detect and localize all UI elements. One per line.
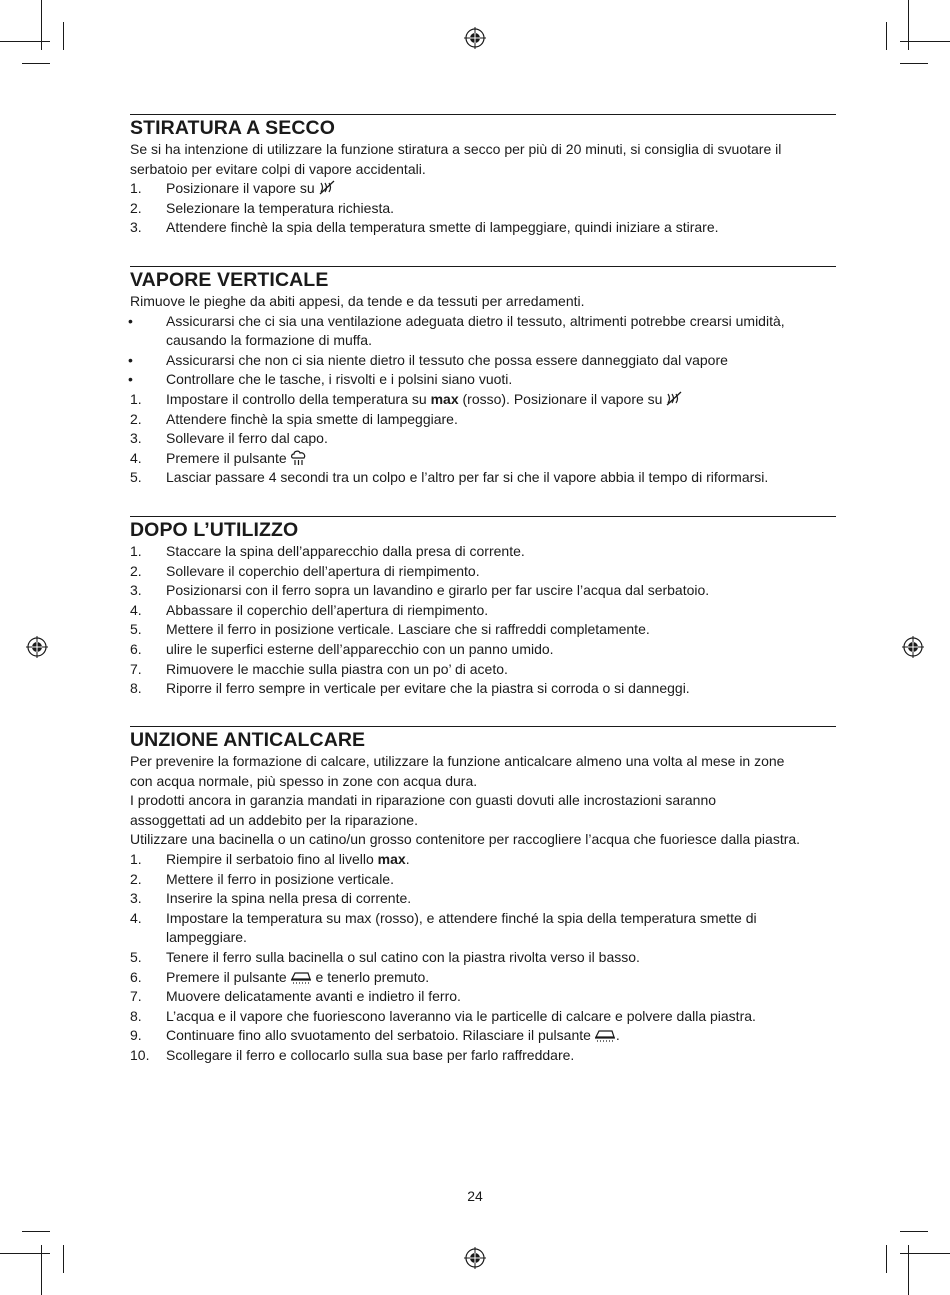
self-clean-icon (594, 1028, 616, 1043)
paragraph: Se si ha intenzione di utilizzare la funzione stiratura a secco per più di 20 minuti, si consiglia di svuotare il (130, 141, 782, 157)
list-item: 1. Riempire il serbatoio fino al livello max. (130, 850, 410, 867)
crop-mark (22, 1231, 50, 1232)
bullet-item: • Controllare che le tasche, i risvolti e i polsini siano vuoti. (128, 371, 513, 388)
paragraph: Utilizzare una bacinella o un catino/un grosso contenitore per raccogliere l’acqua che fuoriesce dalla piastra. (130, 831, 801, 848)
crop-mark (63, 22, 64, 50)
list-item: 3. Sollevare il ferro dal capo. (130, 430, 328, 447)
registration-mark-icon (902, 636, 924, 658)
list-item: 3. Inserire la spina nella presa di corrente. (130, 890, 412, 907)
list-item: 4. Abbassare il coperchio dell’apertura di riempimento. (130, 601, 489, 618)
crop-mark (0, 41, 50, 42)
list-item: 4. Premere il pulsante (130, 449, 836, 469)
list-item: 7. Muovere delicatamente avanti e indietro il ferro. (130, 988, 461, 1005)
section-title: DOPO L’UTILIZZO (130, 519, 299, 541)
list-item: 8. L’acqua e il vapore che fuoriescono laveranno via le particelle di calcare e polvere dalla piastra. (130, 1007, 756, 1024)
list-item: 1. Impostare il controllo della temperatura su max (rosso). Posizionare il vapore su (130, 390, 836, 410)
list-item: 6. Premere il pulsante e tenerlo premuto. (130, 968, 430, 985)
bullet-item: • Assicurarsi che non ci sia niente dietro il tessuto che possa essere danneggiato dal vapore (128, 351, 728, 368)
paragraph: con acqua normale, più spesso in zone con acqua dura. (130, 772, 478, 789)
section-descaling (130, 726, 836, 1066)
paragraph: Per prevenire la formazione di calcare, utilizzare la funzione anticalcare almeno una volta al mese in zone (130, 753, 785, 769)
section-title: UNZIONE ANTICALCARE (130, 729, 366, 751)
no-steam-icon (665, 390, 683, 407)
list-item: 8. Riporre il ferro sempre in verticale per evitare che la piastra si corroda o si danneggi. (130, 680, 690, 697)
list-item: 2. Selezionare la temperatura richiesta. (130, 199, 395, 216)
paragraph: assoggettati ad un addebito per la riparazione. (130, 811, 418, 828)
list-item: 5. Mettere il ferro in posizione verticale. Lasciare che si raffreddi completamente. (130, 621, 650, 638)
section-dry-ironing (130, 114, 836, 238)
paragraph: I prodotti ancora in garanzia mandati in riparazione con guasti dovuti alle incrostazioni saranno (130, 792, 717, 809)
crop-mark (908, 0, 909, 50)
list-item: 6. ulire le superfici esterne dell’apparecchio con un panno umido. (130, 640, 554, 657)
steam-burst-icon (290, 449, 307, 466)
crop-mark (900, 41, 950, 42)
crop-mark (886, 22, 887, 50)
section-title: VAPORE VERTICALE (130, 269, 329, 291)
list-item: 5. Lasciar passare 4 secondi tra un colpo e l’altro per far si che il vapore abbia il tempo di riformarsi. (130, 469, 769, 486)
crop-mark (0, 1253, 50, 1254)
list-item: 2. Mettere il ferro in posizione verticale. (130, 870, 394, 887)
list-item: 9. Continuare fino allo svuotamento del serbatoio. Rilasciare il pulsante . (130, 1027, 620, 1044)
bullet-item: • Assicurarsi che ci sia una ventilazione adeguata dietro il tessuto, altrimenti potrebbe crearsi umidità, causando la formazione di muffa. (128, 312, 785, 349)
crop-mark (886, 1245, 887, 1273)
section-title: STIRATURA A SECCO (130, 117, 336, 139)
crop-mark (900, 1231, 928, 1232)
crop-mark (22, 63, 50, 64)
registration-mark-icon (464, 27, 486, 49)
list-item: 4. Impostare la temperatura su max (rosso), e attendere finché la spia della temperatura smette di lampeggiare. (130, 909, 757, 946)
list-item: 1. Staccare la spina dell’apparecchio dalla presa di corrente. (130, 543, 525, 559)
paragraph: serbatoio per evitare colpi di vapore accidentali. (130, 160, 426, 177)
list-item: 2. Sollevare il coperchio dell’apertura di riempimento. (130, 562, 480, 579)
list-item: 5. Tenere il ferro sulla bacinella o sul catino con la piastra rivolta verso il basso. (130, 948, 640, 965)
list-item: 1. Posizionare il vapore su (130, 179, 836, 199)
section-after-use (130, 516, 836, 699)
crop-mark (900, 63, 928, 64)
paragraph: Rimuove le pieghe da abiti appesi, da tende e da tessuti per arredamenti. (130, 293, 585, 309)
list-item: 3. Posizionarsi con il ferro sopra un lavandino e girarlo per far uscire l’acqua dal serbatoio. (130, 582, 710, 599)
registration-mark-icon (464, 1247, 486, 1269)
section-vertical-steam (130, 266, 836, 488)
no-steam-icon (318, 179, 336, 196)
page-number: 24 (467, 1188, 483, 1204)
registration-mark-icon (26, 636, 48, 658)
list-item: 3. Attendere finchè la spia della temperatura smette di lampeggiare, quindi iniziare a stirare. (130, 219, 719, 236)
crop-mark (63, 1245, 64, 1273)
list-item: 2. Attendere finchè la spia smette di lampeggiare. (130, 410, 458, 427)
list-item: 7. Rimuovere le macchie sulla piastra con un po’ di aceto. (130, 660, 508, 677)
self-clean-icon (290, 970, 312, 985)
crop-mark (41, 0, 42, 50)
list-item: 10. Scollegare il ferro e collocarlo sulla sua base per farlo raffreddare. (130, 1046, 575, 1063)
crop-mark (900, 1253, 950, 1254)
